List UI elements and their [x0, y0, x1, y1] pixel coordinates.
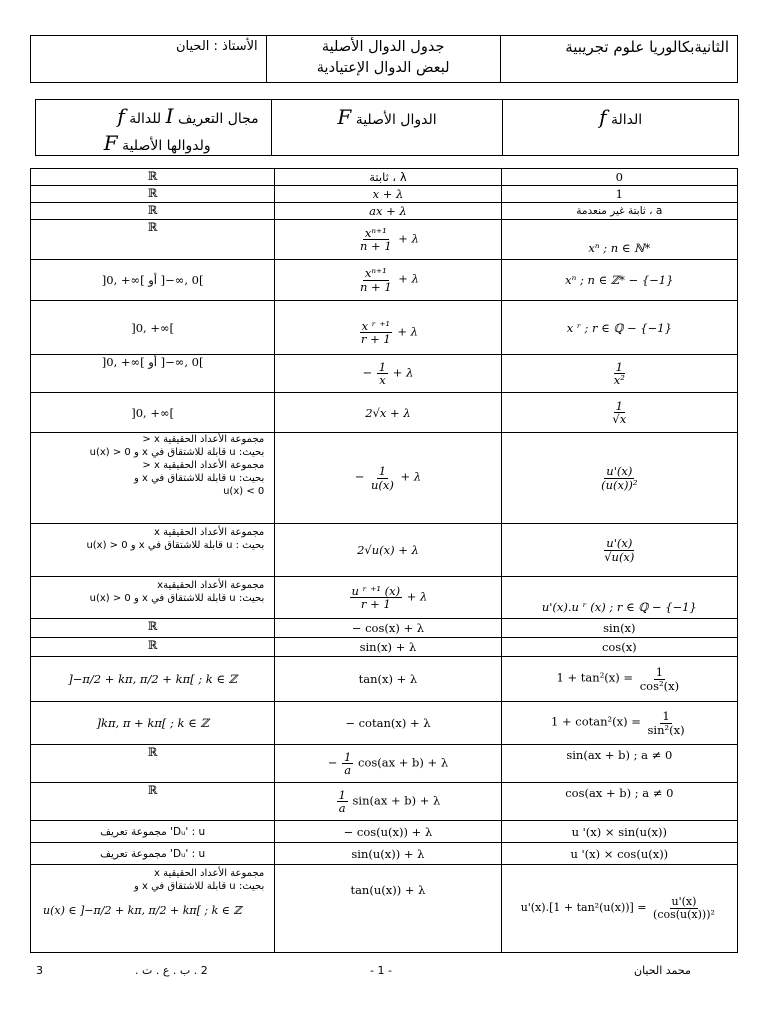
numerator: 1	[662, 709, 670, 724]
numerator: 1	[655, 665, 664, 680]
primitives-table	[30, 168, 738, 953]
primitive-text: 2√x + λ	[365, 405, 411, 420]
primitive-tail: + λ	[398, 231, 419, 246]
domain-column-header	[36, 100, 272, 156]
denominator: (cos(u(x)))²	[653, 908, 715, 921]
primitive-cell	[275, 301, 501, 355]
title-line-1: جدول الدوال الأصلية	[321, 39, 445, 55]
primitive-cell	[275, 393, 501, 433]
table-row	[31, 169, 738, 186]
function-cell	[501, 524, 737, 577]
symbol-F-prim: F	[337, 105, 352, 129]
primitive-cell	[275, 577, 501, 619]
primitive-cell: − cos(u(x)) + λ	[275, 821, 501, 843]
domain-cell	[31, 657, 275, 702]
domain-cell: Dᵤ' : u' مجموعة تعريف	[31, 843, 275, 865]
domain-cell: ℝ	[31, 783, 275, 821]
denominator: a	[344, 763, 352, 777]
function-text: sin(ax + b) ; a ≠ 0	[566, 748, 673, 762]
domain-cell: ]0, +∞[	[31, 393, 275, 433]
table-row	[31, 577, 738, 619]
primitive-cell	[275, 186, 501, 203]
domain-cell: ℝ	[31, 186, 275, 203]
numerator: xⁿ⁺¹	[364, 225, 387, 240]
minus-sign: −	[327, 755, 338, 770]
primitive-cell: tan(u(x)) + λ	[275, 865, 501, 953]
domain-line: مجموعة الأعداد الحقيقية x	[153, 527, 265, 538]
primitive-cell	[275, 355, 501, 393]
numerator: 1	[615, 398, 623, 413]
function-cell: u '(x) × cos(u(x))	[501, 843, 737, 865]
table-row	[31, 745, 738, 783]
fraction	[358, 267, 394, 292]
denominator: u(x)	[371, 477, 394, 492]
domain-cell	[31, 433, 275, 524]
table-row	[31, 843, 738, 865]
primitive-column-header	[271, 100, 503, 156]
title-line-2: لبعض الدوال الإعتيادية	[316, 60, 450, 76]
footer-author: محمد الحيان	[634, 964, 691, 977]
numerator: u'(x)	[671, 895, 697, 909]
primitive-cell: − cotan(x) + λ	[275, 702, 501, 745]
domain-line: مجموعة الأعداد الحقيقيةx	[157, 580, 265, 591]
fraction	[342, 751, 353, 776]
primitive-tail: + λ	[400, 470, 422, 484]
fraction	[651, 896, 717, 920]
domain-cell: ℝ	[31, 203, 275, 220]
primitive-tail: cos(ax + b) + λ	[358, 755, 449, 770]
function-cell	[501, 745, 737, 783]
function-text: u'(x).u ʳ (x) ; r ∈ ℚ − {−1}	[541, 600, 697, 614]
domain-cell: ℝ	[31, 619, 275, 638]
symbol-f: f	[117, 104, 125, 128]
table-row	[31, 203, 738, 220]
numerator: 1	[338, 787, 346, 802]
domain-cell: ℝ	[31, 169, 275, 186]
denominator: n + 1	[359, 279, 392, 294]
table-row	[31, 638, 738, 657]
numerator: 1	[615, 359, 623, 374]
denominator: x	[379, 373, 386, 387]
teacher-name: الأستاذ : الحيان	[31, 36, 267, 83]
primitive-text: ax + λ	[369, 204, 407, 218]
domain-line: u(x) < 0	[223, 486, 265, 497]
domain-line: بحيث: u قابلة للاشتقاق في x و u(x) > 0	[89, 447, 265, 458]
table-row	[31, 619, 738, 638]
denominator: √x	[612, 412, 627, 426]
function-label: الدالة	[610, 112, 643, 128]
symbol-I: I	[165, 104, 174, 128]
function-cell	[501, 260, 737, 301]
document-title	[266, 36, 500, 83]
primitive-tail: + λ	[392, 365, 414, 380]
denominator: r + 1	[360, 597, 391, 611]
footer-page-number: 3	[36, 964, 43, 977]
primitive-cell: tan(x) + λ	[275, 657, 501, 702]
fraction	[337, 789, 348, 814]
domain-cell: ]0, +∞[	[31, 301, 275, 355]
function-head: 1 + tan²(x) =	[556, 671, 634, 685]
primitive-tail: sin(ax + b) + λ	[352, 793, 441, 808]
function-cell: cos(x)	[501, 638, 737, 657]
numerator: xⁿ⁺¹	[364, 266, 387, 281]
symbol-F: F	[103, 131, 118, 155]
primitive-tail: + λ	[406, 589, 428, 604]
fraction	[612, 361, 627, 386]
minus-sign: −	[354, 470, 365, 484]
table-row	[31, 865, 738, 953]
primitive-tail: + λ	[398, 272, 419, 286]
domain-cell: ℝ	[31, 638, 275, 657]
domain-line: بحيث: u قابلة للاشتقاق في x و	[133, 473, 265, 484]
primitive-cell	[275, 220, 501, 260]
table-row	[31, 702, 738, 745]
fraction	[646, 710, 687, 735]
domain-line: مجموعة الأعداد الحقيقية x	[153, 868, 265, 879]
primitive-text: x + λ	[372, 187, 404, 201]
fraction	[359, 320, 393, 345]
domain-cell	[31, 524, 275, 577]
table-row	[31, 524, 738, 577]
function-cell: a ، ثابتة غير منعدمة	[501, 203, 737, 220]
domain-line: بحيث : u قابلة للاشتقاق في x و u(x) > 0	[86, 540, 265, 551]
domain-line: مجموعة الأعداد الحقيقية x <	[142, 434, 265, 445]
function-cell	[501, 220, 737, 260]
numerator: 1	[378, 359, 387, 374]
primitive-cell: − cos(x) + λ	[275, 619, 501, 638]
table-row	[31, 301, 738, 355]
function-head: 1 + cotan²(x) =	[551, 715, 641, 729]
domain-line: بحيث: u قابلة للاشتقاق في x و	[133, 881, 265, 892]
function-cell	[501, 865, 737, 953]
primitive-cell	[275, 524, 501, 577]
minus-sign: −	[362, 365, 373, 380]
domain-cell	[31, 702, 275, 745]
function-cell: 0	[501, 169, 737, 186]
function-cell: sin(x)	[501, 619, 737, 638]
fraction	[369, 465, 396, 490]
function-cell	[501, 433, 737, 524]
function-cell	[501, 577, 737, 619]
domain-cell	[31, 577, 275, 619]
function-cell	[501, 355, 737, 393]
fraction	[602, 537, 636, 562]
function-cell	[501, 657, 737, 702]
primitive-cell	[275, 203, 501, 220]
primitive-cell	[275, 783, 501, 821]
numerator: 1	[378, 464, 387, 479]
primitive-text: 2√u(x) + λ	[357, 543, 419, 557]
table-row	[31, 821, 738, 843]
numerator: 1	[344, 749, 352, 764]
domain-cell: ℝ	[31, 745, 275, 783]
function-text: x ʳ ; r ∈ ℚ − {−1}	[566, 320, 672, 335]
function-column-header	[503, 100, 739, 156]
function-cell: 1	[501, 186, 737, 203]
table-row	[31, 186, 738, 203]
denominator: cos²(x)	[639, 678, 680, 693]
table-row	[31, 393, 738, 433]
denominator: n + 1	[359, 239, 392, 253]
table-row	[31, 220, 738, 260]
primitive-label: الدوال الأصلية	[355, 112, 437, 128]
numerator: u'(x)	[606, 464, 633, 479]
denominator: x²	[613, 373, 625, 387]
numerator: x ʳ ⁺¹	[361, 318, 391, 333]
domain-cell	[31, 865, 275, 953]
table-row	[31, 355, 738, 393]
table-row	[31, 260, 738, 301]
fraction	[377, 361, 388, 386]
domain-cell: ]0, +∞[ أو ]−∞, 0[	[31, 260, 275, 301]
fraction	[358, 227, 394, 252]
denominator: √u(x)	[604, 549, 635, 564]
table-row	[31, 783, 738, 821]
function-cell: u '(x) × sin(u(x))	[501, 821, 737, 843]
primitive-cell	[275, 433, 501, 524]
class-level: الثانيةبكالوريا علوم تجريبية	[500, 36, 737, 83]
domain-text: ]−π/2 + kπ, π/2 + kπ[ ; k ∈ ℤ	[68, 672, 237, 686]
denominator: sin²(x)	[647, 722, 685, 737]
numerator: u'(x)	[606, 536, 633, 551]
denominator: (u(x))²	[601, 477, 638, 492]
primitive-cell: sin(u(x)) + λ	[275, 843, 501, 865]
domain-text: ]kπ, π + kπ[ ; k ∈ ℤ	[96, 716, 209, 730]
primitive-tail: + λ	[397, 324, 418, 339]
function-text: xⁿ ; n ∈ ℤ* − {−1}	[565, 273, 674, 287]
denominator: a	[338, 801, 346, 815]
header-table	[30, 35, 738, 83]
fraction	[350, 585, 403, 610]
domain-line-2: ولدوالها الأصلية	[122, 138, 211, 154]
primitive-cell: λ ، ثابتة	[275, 169, 501, 186]
domain-line: u(x) ∈ ]−π/2 + kπ, π/2 + kπ[ ; k ∈ ℤ	[43, 904, 242, 917]
footer-code: 2 . ب . ع . ت .	[135, 964, 208, 977]
table-row	[31, 433, 738, 524]
primitive-cell	[275, 745, 501, 783]
for-function-label: للدالة	[129, 111, 162, 127]
domain-cell: ]0, +∞[ أو ]−∞, 0[	[31, 355, 275, 393]
domain-cell: Dᵤ' : u' مجموعة تعريف	[31, 821, 275, 843]
domain-line: مجموعة الأعداد الحقيقية x <	[142, 460, 265, 471]
function-text: xⁿ ; n ∈ ℕ*	[588, 241, 651, 255]
primitive-cell	[275, 260, 501, 301]
domain-label: مجال التعريف	[178, 111, 259, 127]
symbol-f-func: f	[599, 105, 607, 129]
fraction	[610, 400, 628, 425]
column-header-table	[35, 99, 739, 156]
function-cell	[501, 783, 737, 821]
footer-center-page: - 1 -	[370, 964, 392, 977]
domain-line: بحيث: u قابلة للاشتقاق في x و u(x) > 0	[89, 593, 265, 604]
fraction	[638, 666, 681, 691]
numerator: u ʳ ⁺¹ (x)	[351, 583, 401, 598]
function-head: u'(x).[1 + tan²(u(x))] =	[520, 901, 647, 915]
function-cell	[501, 393, 737, 433]
denominator: r + 1	[360, 332, 391, 346]
function-cell	[501, 301, 737, 355]
function-cell	[501, 702, 737, 745]
table-row	[31, 657, 738, 702]
domain-cell: ℝ	[31, 220, 275, 260]
primitive-cell: sin(x) + λ	[275, 638, 501, 657]
fraction	[599, 465, 639, 490]
function-text: cos(ax + b) ; a ≠ 0	[565, 786, 674, 800]
